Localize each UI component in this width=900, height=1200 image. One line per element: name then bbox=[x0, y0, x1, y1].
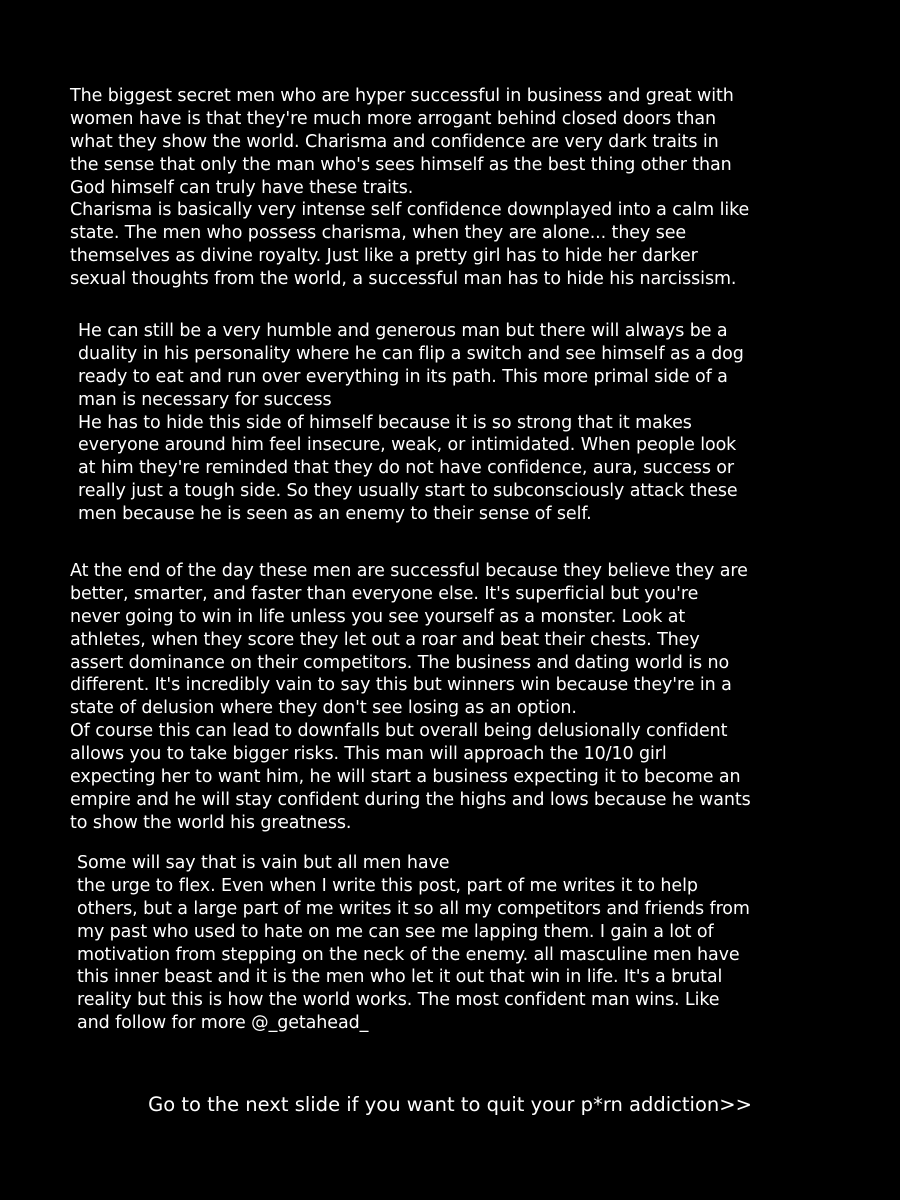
paragraph-block-1 bbox=[70, 62, 840, 314]
paragraph-text-2: He can still be a very humble and generous man but there will always be a duality in his personality where he can flip a switch and see himself as a dog ready to eat and run over everything in its path. This more primal side of a man is necessary for success He has to hide this side of himself because it is so strong that it makes everyone around him feel insecure, weak, or intimidated. When people look at him they're reminded that they do not have confidence, aura, success or really just a tough side. So they usually start to subconsciously attack these men because he is seen as an enemy to their sense of self. bbox=[78, 320, 744, 525]
paragraph-text-4: Some will say that is vain but all men have the urge to flex. Even when I write this post, part of me writes it to help others, but a large part of me writes it so all my competitors and friends from my past who used to hate on me can see me lapping them. I gain a lot of motivation from stepping on the neck of the enemy. all masculine men have this inner beast and it is the men who let it out that win in life. It's a brutal reality but this is how the world works. The most confident man wins. Like and follow for more @_getahead_ bbox=[77, 852, 750, 1034]
paragraph-block-4 bbox=[77, 829, 837, 1058]
paragraph-text-1: The biggest secret men who are hyper successful in business and great with women have is that they're much more arrogant behind closed doors than what they show the world. Charisma and confidence are very dark traits in the sense that only the man who's sees himself as the best thing other than God himself can truly have these traits. Charisma is basically very intense self confidence downplayed into a calm like state. The men who possess charisma, when they are alone... they see themselves as divine royalty. Just like a pretty girl has to hide her darker sexual thoughts from the world, a successful man has to hide his narcissism. bbox=[70, 85, 750, 290]
paragraph-text-3: At the end of the day these men are successful because they believe they are better, smarter, and faster than everyone else. It's superficial but you're never going to win in life unless you see yourself as a monster. Look at athletes, when they score they let out a roar and beat their chests. They assert dominance on their competitors. The business and dating world is no different. It's incredibly vain to say this but winners win because they're in a state of delusion where they don't see losing as an option. Of course this can lead to downfalls but overall being delusionally confident allows you to take bigger risks. This man will approach the 10/10 girl expecting her to want him, he will start a business expecting it to become an empire and he will stay confident during the highs and lows because he wants to show the world his greatness. bbox=[70, 560, 751, 833]
paragraph-block-3 bbox=[70, 537, 845, 858]
next-slide-call-to-action: Go to the next slide if you want to quit your p*rn addiction>> bbox=[148, 1093, 752, 1116]
paragraph-block-2 bbox=[78, 297, 838, 549]
